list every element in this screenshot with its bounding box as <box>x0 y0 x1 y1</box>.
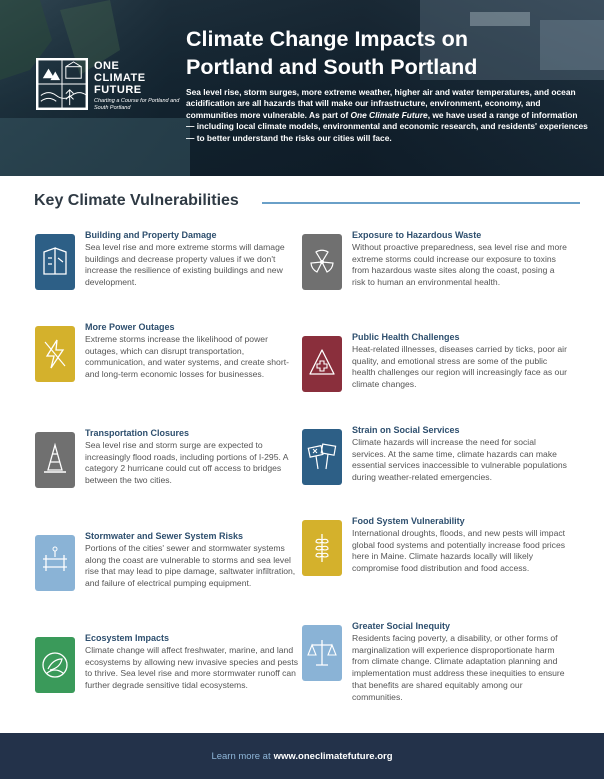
section-divider <box>262 202 580 204</box>
traffic-cone-icon <box>35 432 75 488</box>
intro-text-1: Sea level rise, storm surges, more extreme weather, higher air and water temperatures, and ocean acidification are all hazards that will make our infrastructure, environment, economy, and communities more vulnerable. As part of <box>186 87 576 120</box>
item-title: Stormwater and Sewer System Risks <box>85 531 244 541</box>
item-title: Strain on Social Services <box>352 425 460 435</box>
item-title: Food System Vulnerability <box>352 516 465 526</box>
item-title: Transportation Closures <box>85 428 190 438</box>
item-body: Climate change will affect freshwater, marine, and land ecosystems by allowing new invasive species and pests to thrive. Sea level rise and more stormwater runoff can further degrade sensitive tidal ecosystems. <box>85 645 299 691</box>
logo-mark-icon <box>36 58 88 110</box>
intro-text-2: , we have used a range of information — including local climate models, environmental and economic research, and residents' experiences — to better understand the risks our cities will face. <box>186 109 588 143</box>
intro-program-name: One Climate Future <box>350 109 428 120</box>
footer-website-link[interactable]: www.oneclimatefuture.org <box>273 750 393 762</box>
item-body: Sea level rise and more extreme storms will damage buildings and decrease property values if we don't increase the resilience of existing buildings and new development. <box>85 242 285 288</box>
protest-signs-icon <box>302 429 342 485</box>
item-body: Extreme storms increase the likelihood of power outages, which can disrupt transportation, communication, and water systems, and create short- and long-term economic losses for businesses. <box>85 334 289 380</box>
medical-cross-icon <box>302 336 342 392</box>
item-body: Climate hazards will increase the need for social services. At the same time, climate hazards can make essential services inaccessible to vulnerable populations during weather-related emergencies. <box>352 437 567 483</box>
logo-line-3: FUTURE <box>94 84 142 96</box>
item-title: Building and Property Damage <box>85 230 217 240</box>
logo-name <box>94 60 174 96</box>
item-title: Greater Social Inequity <box>352 621 451 631</box>
wheat-icon <box>302 520 342 576</box>
item-body: Portions of the cities' sewer and stormwater systems along the coast are vulnerable to storms and sea level rise that may lead to pipe damage, saltwater infiltration, and failure of electrical pumping equipment. <box>85 543 296 589</box>
item-body: Sea level rise and storm surge are expected to increasingly flood roads, including portions of I-295. A category 2 hurricane could cut off access to bridges between the two cities. <box>85 440 289 486</box>
logo-line-2: CLIMATE <box>94 72 146 84</box>
item-body: Without proactive preparedness, sea level rise and more extreme storms could increase our exposure to toxins from hazardous waste sites along the coast, posing a risk to human an environmental health. <box>352 242 567 288</box>
item-title: Ecosystem Impacts <box>85 633 170 643</box>
item-body: International droughts, floods, and new pests will impact global food systems and potentially increase food prices here in Maine. Climate hazards locally will likely compromise food distribution and food access. <box>352 528 566 574</box>
logo-tagline: Charting a Course for Portland and South Portland <box>94 98 180 111</box>
item-body: Residents facing poverty, a disability, or other forms of marginalization will experience disproportionate harm from climate change. Climate adaptation planning and implementation must address these inequities to ensure that benefits are shared equitably among our communities. <box>352 633 565 702</box>
ecosystem-icon <box>35 637 75 693</box>
item-title: Exposure to Hazardous Waste <box>352 230 482 240</box>
section-title: Key Climate Vulnerabilities <box>34 192 239 209</box>
building-icon <box>35 234 75 290</box>
title-line-1: Climate Change Impacts on <box>186 27 468 51</box>
hazard-icon <box>302 234 342 290</box>
page-title <box>186 25 586 81</box>
lightning-icon <box>35 326 75 382</box>
scales-icon <box>302 625 342 681</box>
footer-lead: Learn more at <box>211 750 271 762</box>
item-body: Heat-related illnesses, diseases carried by ticks, poor air quality, and emotional stress are some of the public health challenges our region will increasingly face as our climate changes. <box>352 344 567 390</box>
title-line-2: Portland and South Portland <box>186 55 478 79</box>
logo-line-1: ONE <box>94 60 120 72</box>
header-banner <box>0 0 604 176</box>
intro-paragraph <box>186 87 588 144</box>
pipe-icon <box>35 535 75 591</box>
item-title: Public Health Challenges <box>352 332 460 342</box>
footer <box>0 733 604 779</box>
logo <box>36 58 186 118</box>
item-title: More Power Outages <box>85 322 175 332</box>
